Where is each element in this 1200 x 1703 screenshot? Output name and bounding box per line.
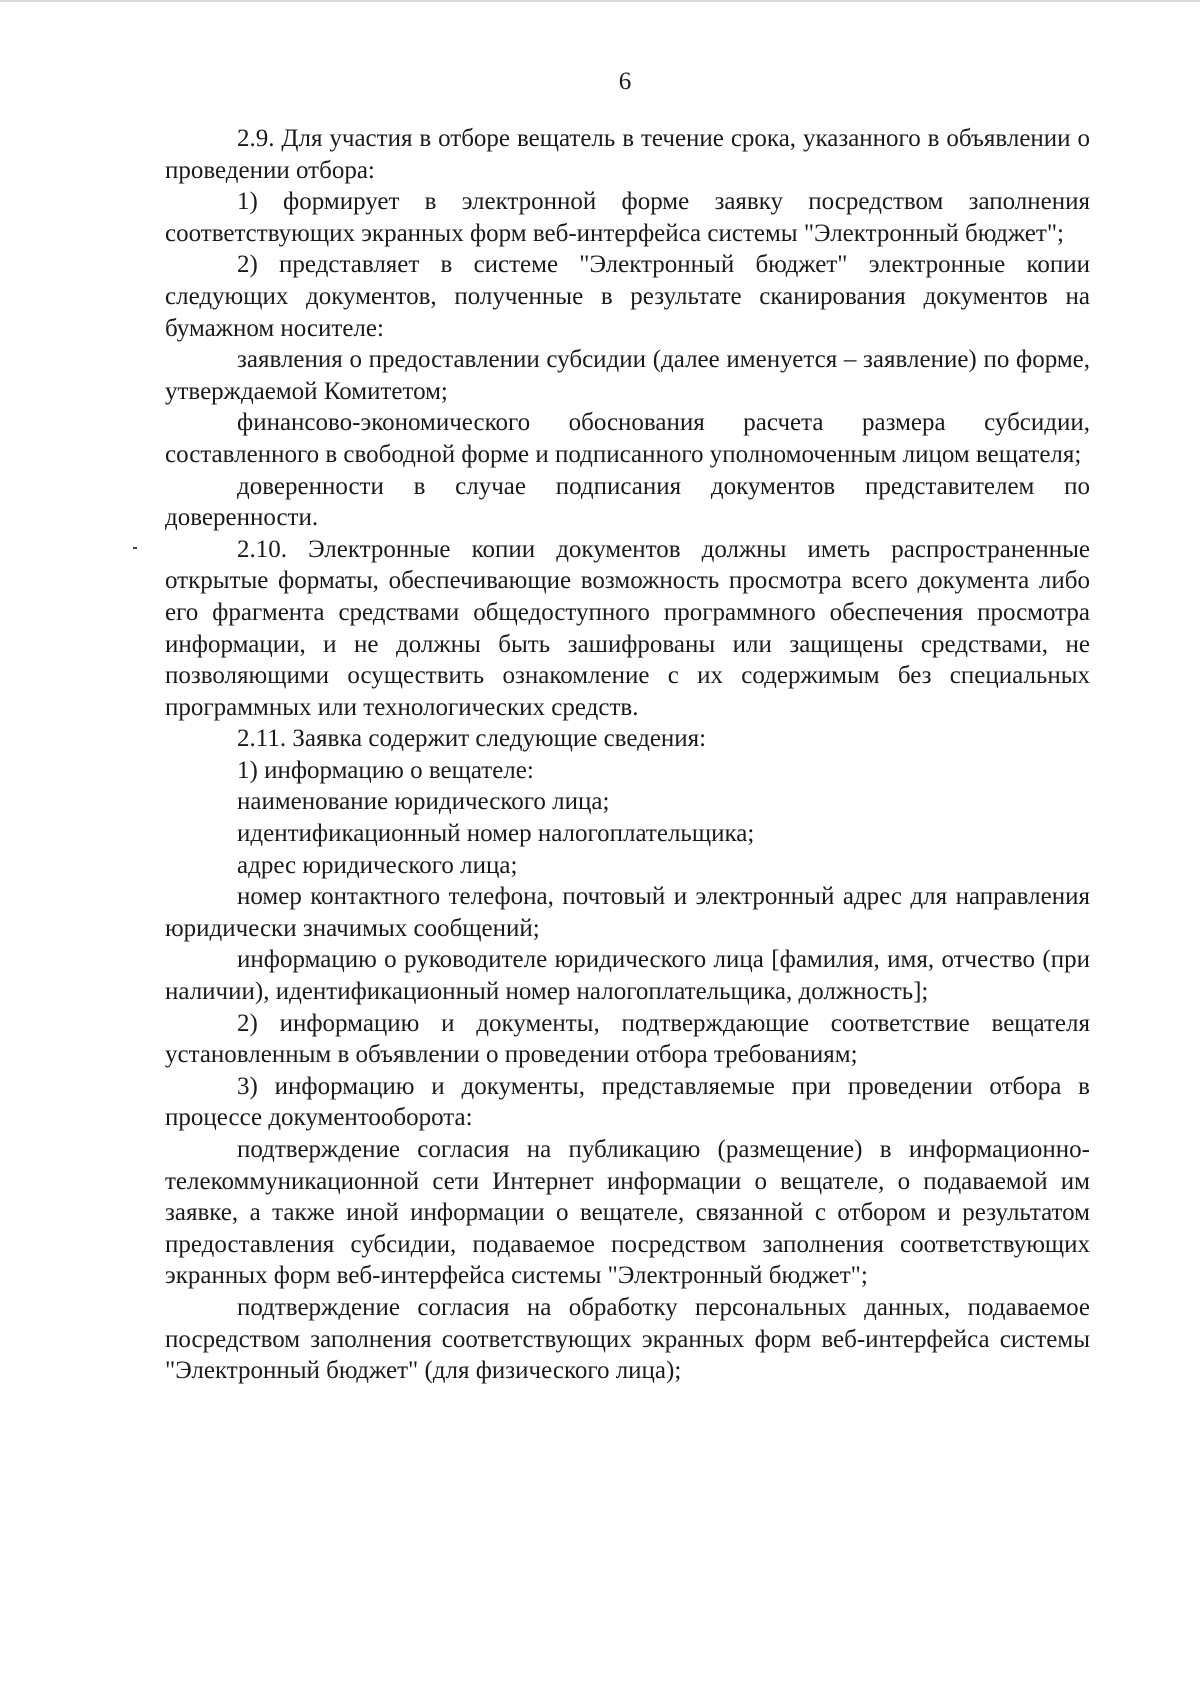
info-item-contacts: номер контактного телефона, почтовый и электронный адрес для направления юридически значимых сообщений;	[165, 883, 1090, 942]
consent-item-personal-data: подтверждение согласия на обработку персональных данных, подаваемое посредством заполнения соответствующих экранных форм веб-интерфейса системы "Электронный бюджет" (для физического лица);	[165, 1293, 1090, 1385]
document-body	[165, 123, 1090, 1387]
info-item-legal-name: наименование юридического лица;	[237, 788, 610, 816]
list-item-2-submits-copies: 2) представляет в системе "Электронный бюджет" электронные копии следующих документов, полученные в результате сканирования документов на бумажном носителе:	[165, 251, 1090, 342]
list-item-3-workflow-docs: 3) информацию и документы, представляемые при проведении отбора в процессе документооборота:	[165, 1072, 1090, 1132]
list-item-1-forms-application: 1) формирует в электронной форме заявку посредством заполнения соответствующих экранных форм веб-интерфейса системы "Электронный бюджет";	[165, 188, 1090, 247]
paragraph-2-9: 2.9. Для участия в отборе вещатель в течение срока, указанного в объявлении о проведении отбора:	[165, 125, 1090, 184]
document-item-statement: заявления о предоставлении субсидии (далее именуется – заявление) по форме, утверждаемой Комитетом;	[165, 346, 1090, 405]
list-item-1-broadcaster-info: 1) информацию о вещателе:	[237, 756, 534, 784]
document-item-power-of-attorney: доверенности в случае подписания документов представителем по доверенности.	[165, 472, 1090, 532]
paragraph-2-11: 2.11. Заявка содержит следующие сведения:	[237, 725, 707, 753]
page-number: 6	[618, 68, 632, 95]
info-item-taxpayer-id: идентификационный номер налогоплательщика;	[237, 820, 755, 848]
document-item-justification: финансово-экономического обоснования расчета размера субсидии, составленного в свободной форме и подписанного уполномоченным лицом вещателя;	[165, 409, 1090, 468]
scan-artifact-mark	[133, 547, 137, 549]
info-item-head: информацию о руководителе юридического лица [фамилия, имя, отчество (при наличии), идентификационный номер налогоплательщика, должность];	[165, 946, 1090, 1006]
consent-item-publication: подтверждение согласия на публикацию (размещение) в информационно-телекоммуникационной сети Интернет информации о вещателе, о подаваемой им заявке, а также иной информации о вещателе, связанной с отбором и результатом предоставления субсидии, подаваемое посредством заполнения соответствующих экранных форм веб-интерфейса системы "Электронный бюджет";	[165, 1136, 1090, 1290]
paragraph-2-10: 2.10. Электронные копии документов должны иметь распространенные открытые форматы, обеспечивающие возможность просмотра всего документа либо его фрагмента средствами общедоступного программного обеспечения просмотра информации, и не должны быть зашифрованы или защищены средствами, не позволяющими осуществить ознакомление с их содержимым без специальных программных или технологических средств.	[165, 535, 1090, 721]
info-item-legal-address: адрес юридического лица;	[237, 851, 518, 879]
scan-edge	[0, 0, 1200, 2]
list-item-2-compliance-docs: 2) информацию и документы, подтверждающие соответствие вещателя установленным в объявлении о проведении отбора требованиям;	[165, 1009, 1090, 1069]
